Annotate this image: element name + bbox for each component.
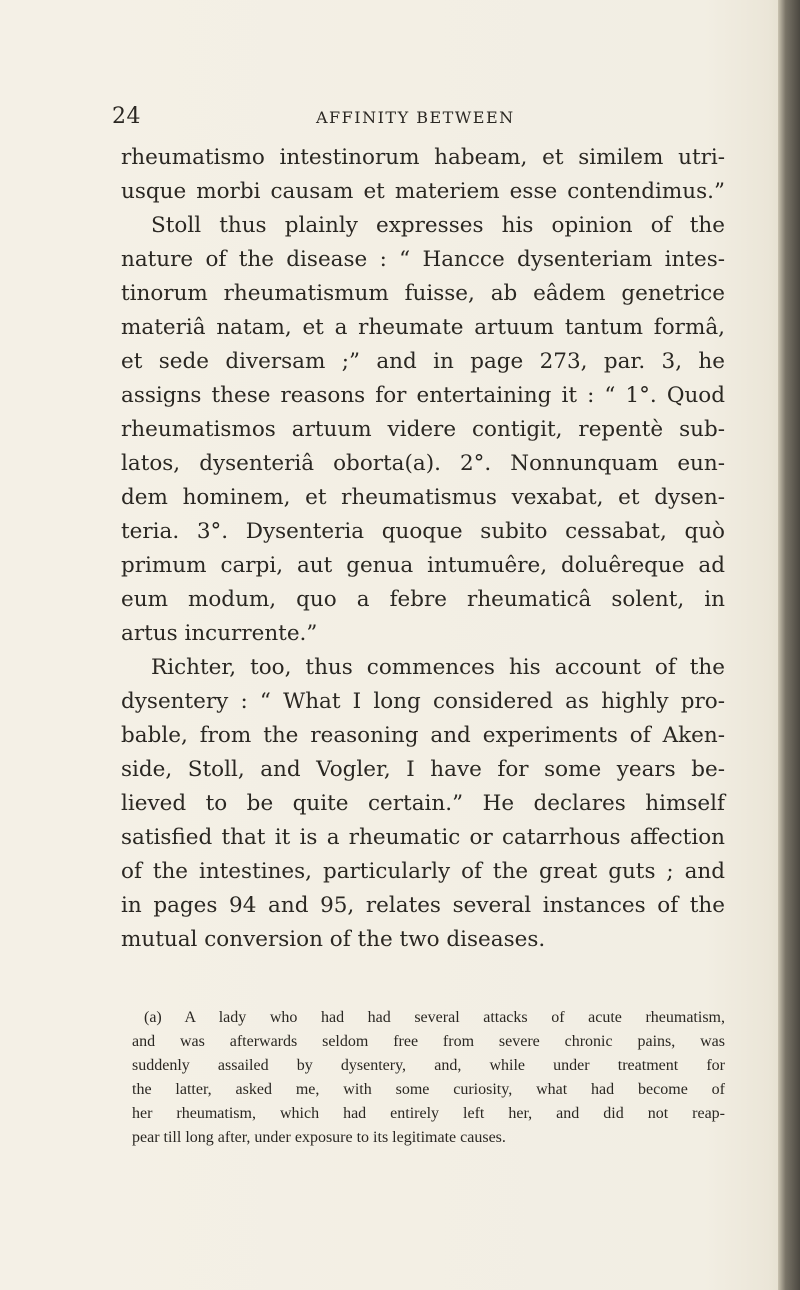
text-line: dysentery : “ What I long considered as highly pro- bbox=[121, 689, 725, 714]
text-line: latos, dysenteriâ oborta(a). 2°. Nonnunquam eun- bbox=[121, 451, 725, 476]
text-line: eum modum, quo a febre rheumaticâ solent, in bbox=[121, 587, 725, 612]
text-line: lieved to be quite certain.” He declares himself bbox=[121, 791, 725, 816]
text-line: artus incurrente.” bbox=[121, 621, 318, 646]
text-line: usque morbi causam et materiem esse contendimus.” bbox=[121, 179, 725, 204]
text-line: mutual conversion of the two diseases. bbox=[121, 927, 546, 952]
footnote-line: suddenly assailed by dysentery, and, while under treatment for bbox=[132, 1057, 725, 1074]
main-text bbox=[121, 141, 725, 957]
footnote-line: (a) A lady who had had several attacks of acute rheumatism, bbox=[144, 1009, 725, 1026]
text-line: bable, from the reasoning and experiments of Aken- bbox=[121, 723, 725, 748]
text-line: satisfied that it is a rheumatic or catarrhous affection bbox=[121, 825, 725, 850]
footnote bbox=[132, 1006, 725, 1150]
text-line: et sede diversam ;” and in page 273, par. 3, he bbox=[121, 349, 725, 374]
running-head: AFFINITY BETWEEN bbox=[316, 108, 515, 127]
text-line: of the intestines, particularly of the great guts ; and bbox=[121, 859, 725, 884]
text-line: in pages 94 and 95, relates several instances of the bbox=[121, 893, 725, 918]
text-line: nature of the disease : “ Hancce dysenteriam intes- bbox=[121, 247, 725, 272]
text-line: Richter, too, thus commences his account of the bbox=[151, 655, 725, 680]
footnote-line: and was afterwards seldom free from severe chronic pains, was bbox=[132, 1033, 725, 1050]
text-line: primum carpi, aut genua intumuêre, doluêreque ad bbox=[121, 553, 725, 578]
page-edge-shadow bbox=[778, 0, 800, 1290]
footnote-line: the latter, asked me, with some curiosity, what had become of bbox=[132, 1081, 725, 1098]
text-line: rheumatismo intestinorum habeam, et similem utri- bbox=[121, 145, 725, 170]
footnote-line: pear till long after, under exposure to its legitimate causes. bbox=[132, 1129, 506, 1146]
page-number: 24 bbox=[112, 104, 141, 129]
text-line: materiâ natam, et a rheumate artuum tantum formâ, bbox=[121, 315, 725, 340]
text-line: rheumatismos artuum videre contigit, repentè sub- bbox=[121, 417, 725, 442]
text-line: tinorum rheumatismum fuisse, ab eâdem genetrice bbox=[121, 281, 725, 306]
page-header bbox=[0, 104, 800, 134]
text-line: teria. 3°. Dysenteria quoque subito cessabat, quò bbox=[121, 519, 725, 544]
text-line: Stoll thus plainly expresses his opinion of the bbox=[151, 213, 725, 238]
footnote-line: her rheumatism, which had entirely left her, and did not reap- bbox=[132, 1105, 725, 1122]
text-line: assigns these reasons for entertaining it : “ 1°. Quod bbox=[121, 383, 725, 408]
text-line: dem hominem, et rheumatismus vexabat, et dysen- bbox=[121, 485, 725, 510]
text-line: side, Stoll, and Vogler, I have for some years be- bbox=[121, 757, 725, 782]
